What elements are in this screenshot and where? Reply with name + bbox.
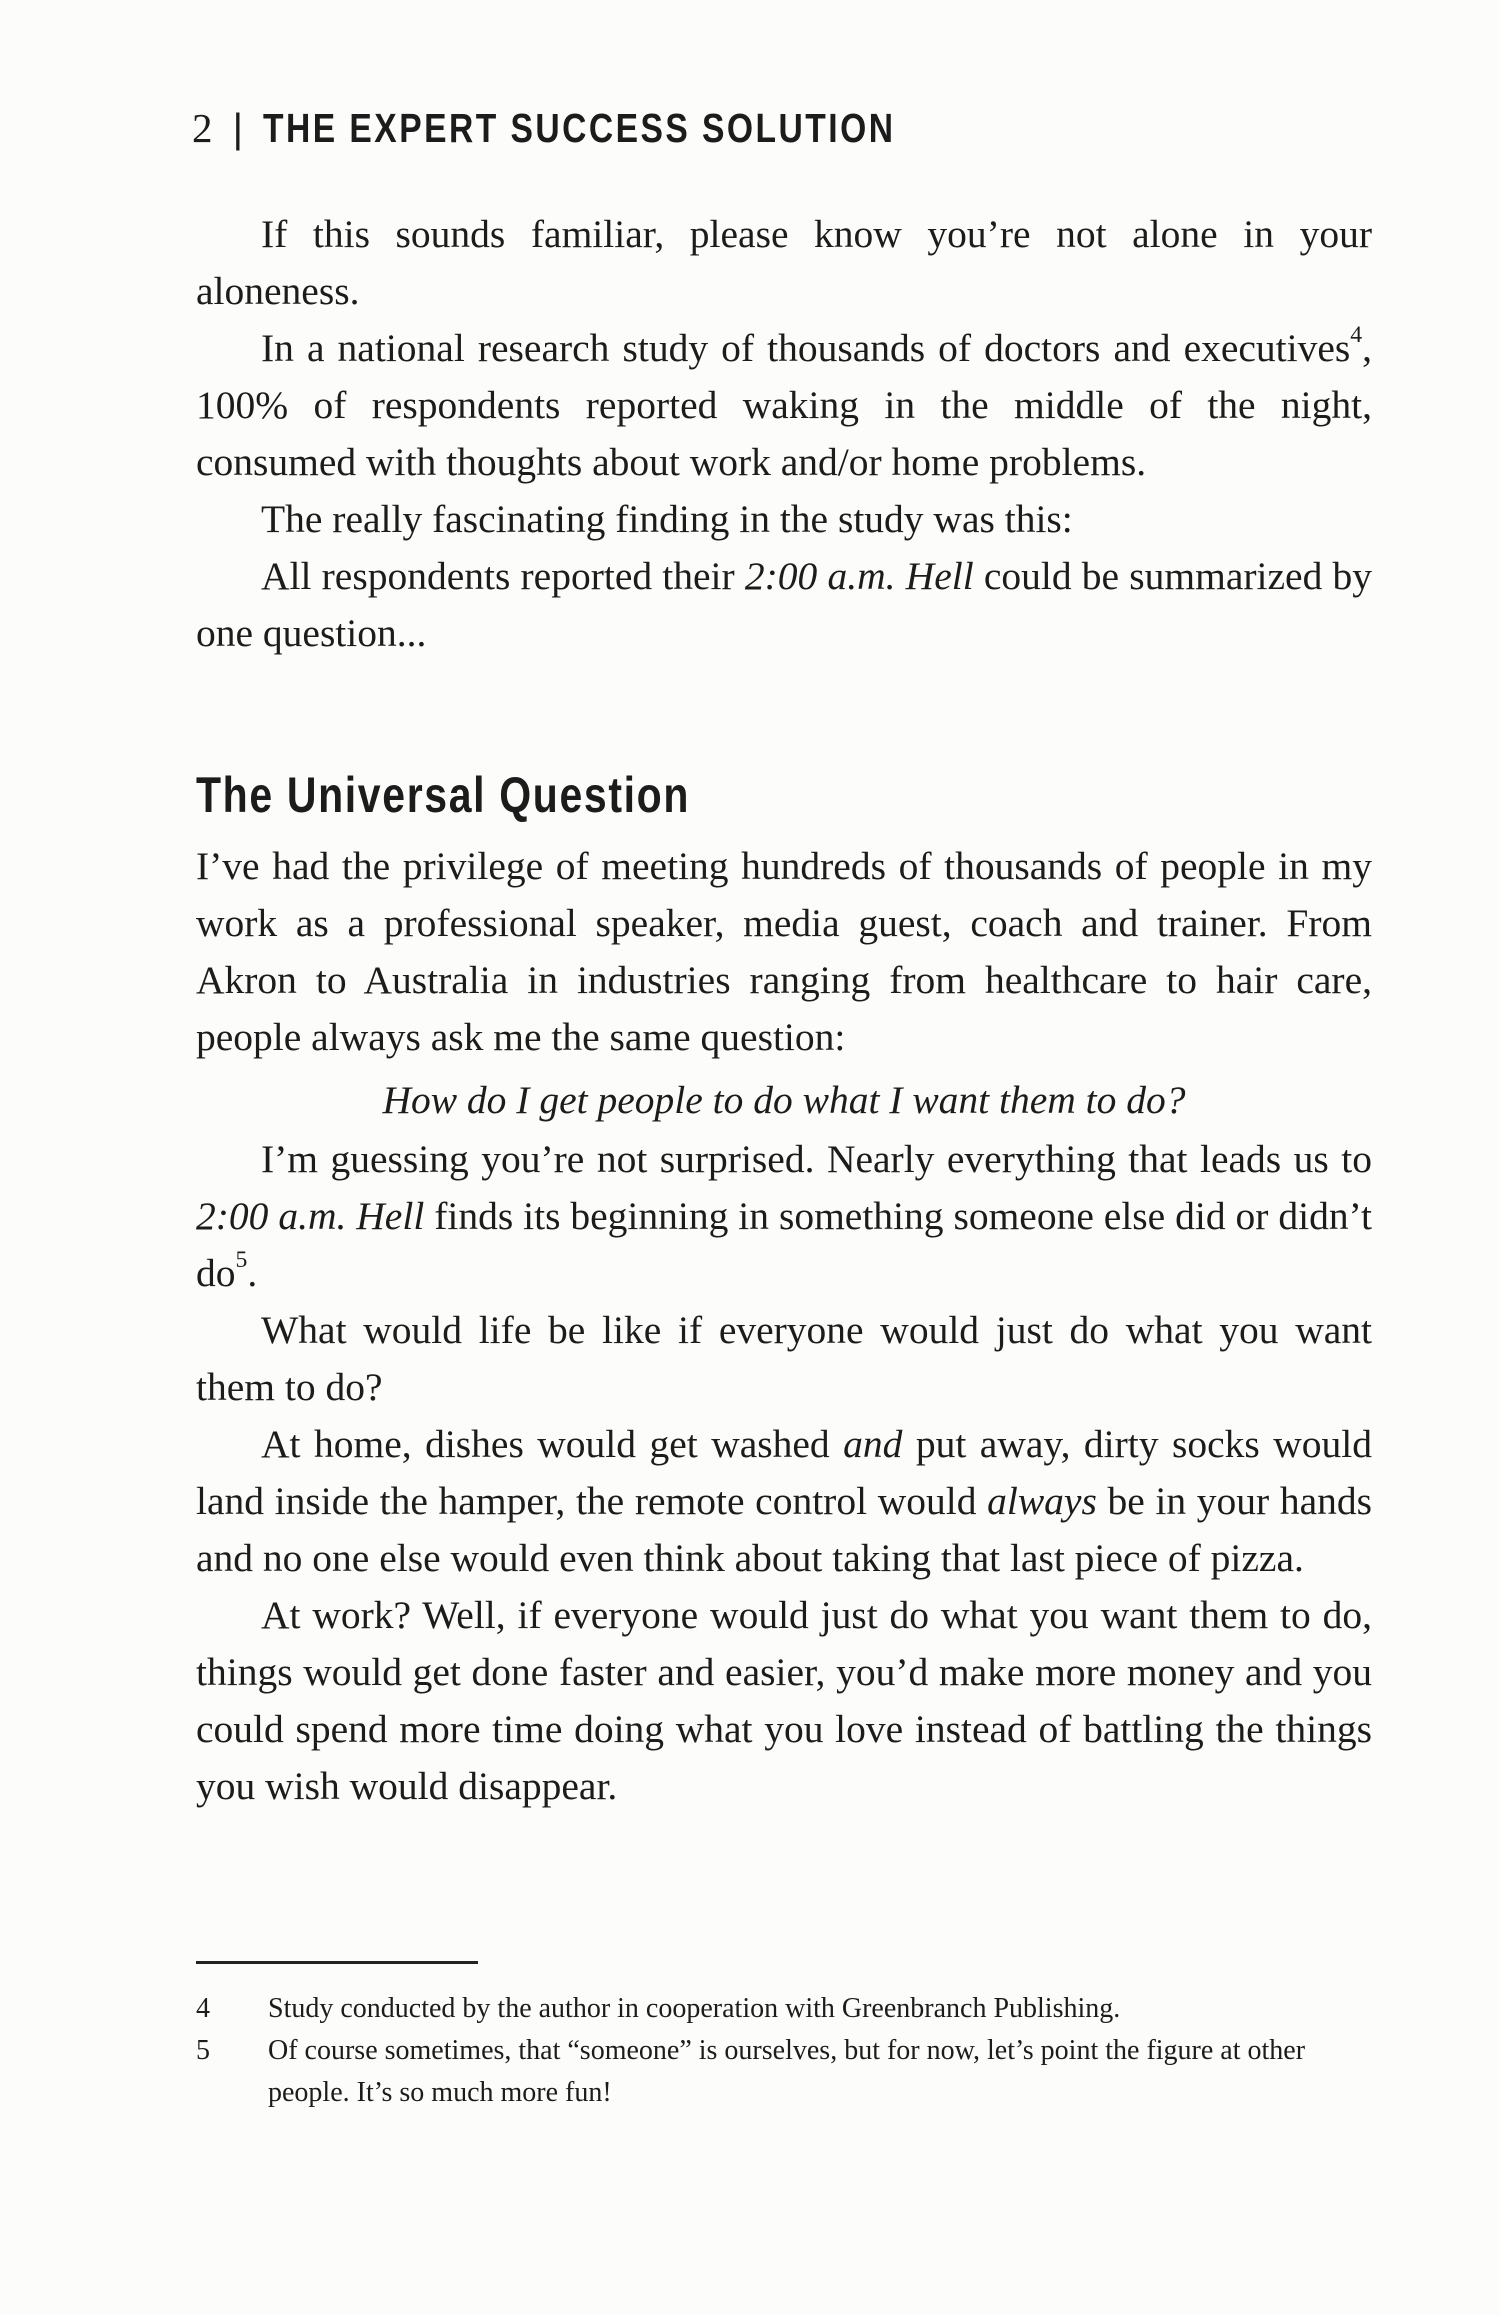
intro-p4-text-a: All respondents reported their (261, 554, 745, 598)
section-heading: The Universal Question (196, 767, 691, 823)
footnote-ref-5: 5 (235, 1247, 248, 1274)
section-p2-text-c: . (247, 1251, 258, 1295)
section-paragraph-2 (196, 1131, 1372, 1302)
footnote-text: Study conducted by the author in cooperation with Greenbranch Publishing. (268, 1993, 1121, 2024)
section-paragraph-5: At work? Well, if everyone would just do what you want them to do, things would get done faster and easier, you’d make more money and you could spend more time doing what you love instead of battling the things you wish would disappear. (196, 1593, 1372, 1808)
intro-paragraph-1: If this sounds familiar, please know you’re not alone in your aloneness. (196, 212, 1372, 313)
universal-question: How do I get people to do what I want them to do? (382, 1078, 1186, 1122)
section-p4-text-b: put away, dirty socks would land inside the hamper, the remote control would (196, 1422, 1372, 1523)
running-header (192, 105, 1034, 151)
footnote-text: Of course sometimes, that “someone” is ourselves, but for now, let’s point the figure at other people. It’s so much more fun! (268, 2035, 1306, 2108)
intro-text (196, 206, 1372, 662)
intro-p2-text-a: In a national research study of thousands of doctors and executives (261, 326, 1351, 370)
footnotes (196, 1988, 1372, 2114)
section-text (196, 838, 1372, 1815)
intro-p4-emphasis: 2:00 a.m. Hell (744, 554, 974, 598)
footnote-item (196, 1988, 1372, 2030)
intro-paragraph-4 (196, 548, 1372, 662)
section-p2-text-a: I’m guessing you’re not surprised. Nearly everything that leads us to (261, 1137, 1372, 1181)
section-p4-text-a: At home, dishes would get washed (261, 1422, 844, 1466)
footnote-number: 5 (196, 2035, 210, 2066)
header-separator: | (232, 105, 244, 151)
footnote-rule (196, 1961, 478, 1964)
section-paragraph-4 (196, 1416, 1372, 1587)
intro-p4-text-b: could be summarized by one question... (196, 554, 1373, 655)
intro-paragraph-3: The really fascinating finding in the study was this: (261, 497, 1073, 541)
section-p2-emphasis: 2:00 a.m. Hell (196, 1194, 425, 1238)
section-p4-emphasis-1: and (843, 1422, 903, 1466)
section-p2-text-b: finds its beginning in something someone else did or didn’t do (196, 1194, 1372, 1295)
section-p4-text-c: be in your hands and no one else would even think about taking that last piece of pizza. (196, 1479, 1372, 1580)
page-number: 2 (192, 105, 213, 151)
intro-p2-text-b: , 100% of respondents reported waking in the middle of the night, consumed with thoughts about work and/or home problems. (196, 326, 1372, 484)
section-p4-emphasis-2: always (987, 1479, 1097, 1523)
book-title: THE EXPERT SUCCESS SOLUTION (263, 105, 896, 151)
section-paragraph-3: What would life be like if everyone would just do what you want them to do? (196, 1308, 1372, 1409)
footnote-number: 4 (196, 1993, 210, 2024)
intro-paragraph-2 (196, 320, 1372, 491)
footnote-ref-4: 4 (1350, 322, 1363, 349)
footnote-item (196, 2030, 1372, 2114)
section-paragraph-1: I’ve had the privilege of meeting hundreds of thousands of people in my work as a professional speaker, media guest, coach and trainer. From Akron to Australia in industries ranging from healthcare to hair care, people always ask me the same question: (196, 844, 1372, 1059)
